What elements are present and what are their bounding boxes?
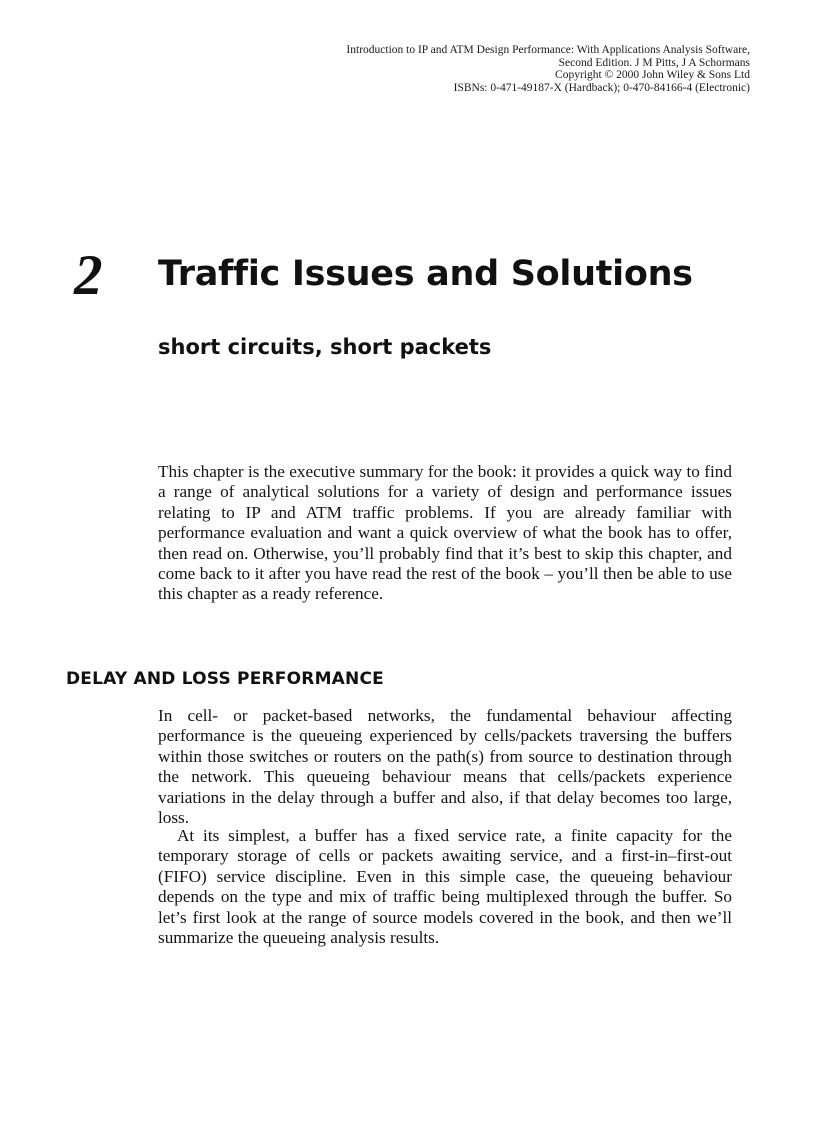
section-paragraph: At its simplest, a buffer has a fixed service rate, a finite capacity for the temporary storage of cells or packets awaiting service, and a first-in–first-out (FIFO) service discipline. Even in this simple case, the queueing behaviour depends on the type and mix of traffic being multiplexed through the buffer. So let’s first look at the range of source models covered in the book, and then we’ll summarize the queueing analysis results. bbox=[158, 826, 732, 948]
section-heading: DELAY AND LOSS PERFORMANCE bbox=[66, 669, 384, 689]
chapter-number: 2 bbox=[74, 244, 103, 307]
intro-paragraph: This chapter is the executive summary for the book: it provides a quick way to find a range of analytical solutions for a variety of design and performance issues relating to IP and ATM traffic problems. If you are already familiar with performance evaluation and want a quick overview of what the book has to offer, then read on. Otherwise, you’ll probably find that it’s best to skip this chapter, and come back to it after you have read the rest of the book – you’ll then be able to use this chapter as a ready reference. bbox=[158, 462, 732, 604]
header-line-isbn: ISBNs: 0-471-49187-X (Hardback); 0-470-84166-4 (Electronic) bbox=[453, 81, 750, 94]
header-line-edition: Second Edition. J M Pitts, J A Schormans bbox=[558, 56, 750, 69]
header-line-title: Introduction to IP and ATM Design Performance: With Applications Analysis Software, bbox=[346, 44, 750, 56]
chapter-subtitle: short circuits, short packets bbox=[158, 335, 492, 359]
copyright-header bbox=[346, 44, 750, 94]
chapter-title: Traffic Issues and Solutions bbox=[158, 254, 693, 294]
section-paragraph: In cell- or packet-based networks, the fundamental behaviour affecting performance is the queueing experienced by cells/packets traversing the buffers within those switches or routers on the path(s) from source to destination through the network. This queueing behaviour means that cells/packets experience variations in the delay through a buffer and also, if that delay becomes too large, loss. bbox=[158, 706, 732, 828]
header-line-copyright: Copyright © 2000 John Wiley & Sons Ltd bbox=[555, 69, 750, 82]
